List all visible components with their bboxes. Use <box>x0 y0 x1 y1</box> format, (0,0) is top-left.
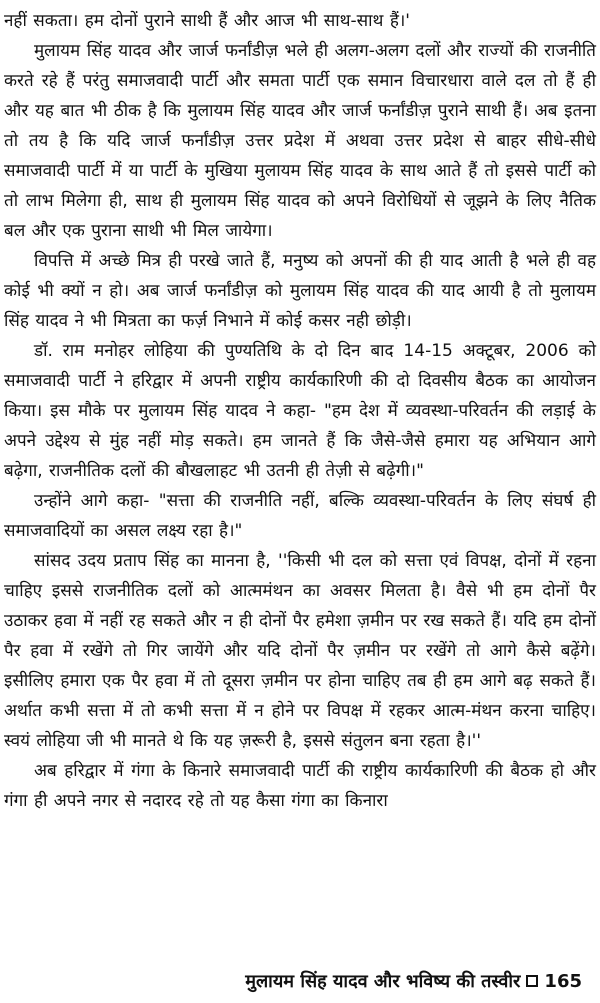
body-text <box>4 6 596 816</box>
paragraph: मुलायम सिंह यादव और जार्ज फर्नांडीज़ भले ही अलग-अलग दलों और राज्यों की राजनीति करते रहे हैं परंतु समाजवादी पार्टी और समता पार्टी एक समान विचारधारा वाले दल तो हैं ही और यह बात भी ठीक है कि मुलायम सिंह यादव और जार्ज फर्नांडीज़ पुराने साथी हैं। अब इतना तो तय है कि यदि जार्ज फर्नांडीज़ उत्तर प्रदेश में अथवा उत्तर प्रदेश से बाहर सीधे-सीधे समाजवादी पार्टी में या पार्टी के मुखिया मुलायम सिंह यादव के साथ आते हैं तो इससे पार्टी को तो लाभ मिलेगा ही, साथ ही मुलायम सिंह यादव को अपने विरोधियों से जूझने के लिए नैतिक बल और एक पुराना साथी भी मिल जायेगा। <box>4 41 596 241</box>
square-box-icon <box>526 975 538 987</box>
page-number: 165 <box>544 970 582 992</box>
paragraph: अब हरिद्वार में गंगा के किनारे समाजवादी पार्टी की राष्ट्रीय कार्यकारिणी की बैठक हो और गंगा ही अपने नगर से नदारद रहे तो यह कैसा गंगा का किनारा <box>4 761 596 811</box>
paragraph: डॉ. राम मनोहर लोहिया की पुण्यतिथि के दो दिन बाद 14-15 अक्टूबर, 2006 को समाजवादी पार्टी ने हरिद्वार में अपनी राष्ट्रीय कार्यकारिणी की दो दिवसीय बैठक का आयोजन किया। इस मौके पर मुलायम सिंह यादव ने कहा- "हम देश में व्यवस्था-परिवर्तन की लड़ाई के अपने उद्देश्य से मुंह नहीं मोड़ सकते। हम जानते हैं कि जैसे-जैसे हमारा यह अभियान आगे बढ़ेगा, राजनीतिक दलों की बौखलाहट भी उतनी ही तेज़ी से बढ़ेगी।" <box>4 341 596 481</box>
paragraph: सांसद उदय प्रताप सिंह का मानना है, ''किसी भी दल को सत्ता एवं विपक्ष, दोनों में रहना चाहिए इससे राजनीतिक दलों को आत्ममंथन का अवसर मिलता है। वैसे भी हम दोनों पैर उठाकर हवा में नहीं रह सकते और न ही दोनों पैर हमेशा ज़मीन पर रख सकते हैं। यदि हम दोनों पैर हवा में रखेंगे तो गिर जायेंगे और यदि दोनों पैर ज़मीन पर रखेंगे तो आगे कैसे बढ़ेंगे। इसीलिए हमारा एक पैर हवा में तो दूसरा ज़मीन पर होना चाहिए तब ही हम आगे बढ़ सकते हैं। अर्थात कभी सत्ता में तो कभी सत्ता में न होने पर विपक्ष में रहकर आत्म-मंथन करना चाहिए। स्वयं लोहिया जी भी मानते थे कि यह ज़रूरी है, इससे संतुलन बना रहता है।'' <box>4 551 596 751</box>
paragraph: उन्होंने आगे कहा- "सत्ता की राजनीति नहीं, बल्कि व्यवस्था-परिवर्तन के लिए संघर्ष ही समाजवादियों का असल लक्ष्य रहा है।" <box>4 491 596 541</box>
page-footer <box>245 969 582 993</box>
paragraph-continuation: नहीं सकता। हम दोनों पुराने साथी हैं और आज भी साथ-साथ हैं।' <box>4 11 410 31</box>
paragraph: विपत्ति में अच्छे मित्र ही परखे जाते हैं, मनुष्य को अपनों की ही याद आती है भले ही वह कोई भी क्यों न हो। अब जार्ज फर्नांडीज़ को मुलायम सिंह यादव की याद आयी है तो मुलायम सिंह यादव ने भी मित्रता का फर्ज़ निभाने में कोई कसर नही छोड़ी। <box>4 251 596 331</box>
running-title: मुलायम सिंह यादव और भविष्य की तस्वीर <box>245 971 521 992</box>
